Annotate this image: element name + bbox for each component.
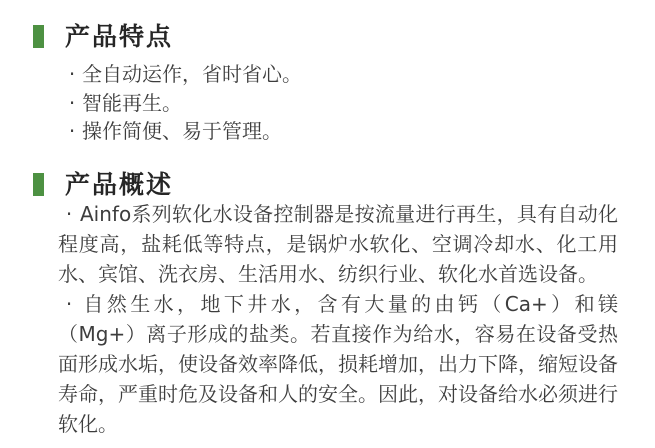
features-title: 产品特点 <box>65 22 174 51</box>
overview-paragraph <box>58 199 618 289</box>
feature-item-text: 操作简便、易于管理。 <box>82 119 282 143</box>
section-overview <box>0 169 655 439</box>
paragraph-text: 自然生水，地下井水，含有大量的由钙（Ca+）和镁（Mg+）离子形成的盐类。若直接作为给水，容易在设备受热面形成水垢，使设备效率降低，损耗增加，出力下降，缩短设备寿命，严重时危及设备和人的安全。因此，对设备给水必须进行软化。 <box>58 291 618 436</box>
paragraph-text: Ainfo系列软化水设备控制器是按流量进行再生，具有自动化程度高，盐耗低等特点，是锅炉水软化、空调冷却水、化工用水、宾馆、洗衣房、生活用水、纺织行业、软化水首选设备。 <box>58 201 618 286</box>
feature-item-text: 全自动运作，省时省心。 <box>82 62 302 86</box>
overview-body <box>58 199 618 439</box>
bullet-icon: · <box>68 62 76 86</box>
bullet-icon: · <box>65 291 73 316</box>
bullet-icon: · <box>65 201 73 226</box>
overview-header <box>33 169 655 199</box>
section-features <box>0 24 655 146</box>
overview-paragraph <box>58 289 618 439</box>
feature-list-item <box>62 60 655 89</box>
feature-list <box>62 60 655 146</box>
accent-bar-icon <box>33 25 44 48</box>
overview-title: 产品概述 <box>65 169 174 199</box>
accent-bar-icon <box>33 173 44 196</box>
feature-list-item <box>62 117 655 146</box>
feature-list-item <box>62 89 655 118</box>
bullet-icon: · <box>68 90 76 115</box>
feature-item-text: 智能再生。 <box>82 90 182 115</box>
features-header <box>33 24 655 49</box>
bullet-icon: · <box>68 119 76 143</box>
